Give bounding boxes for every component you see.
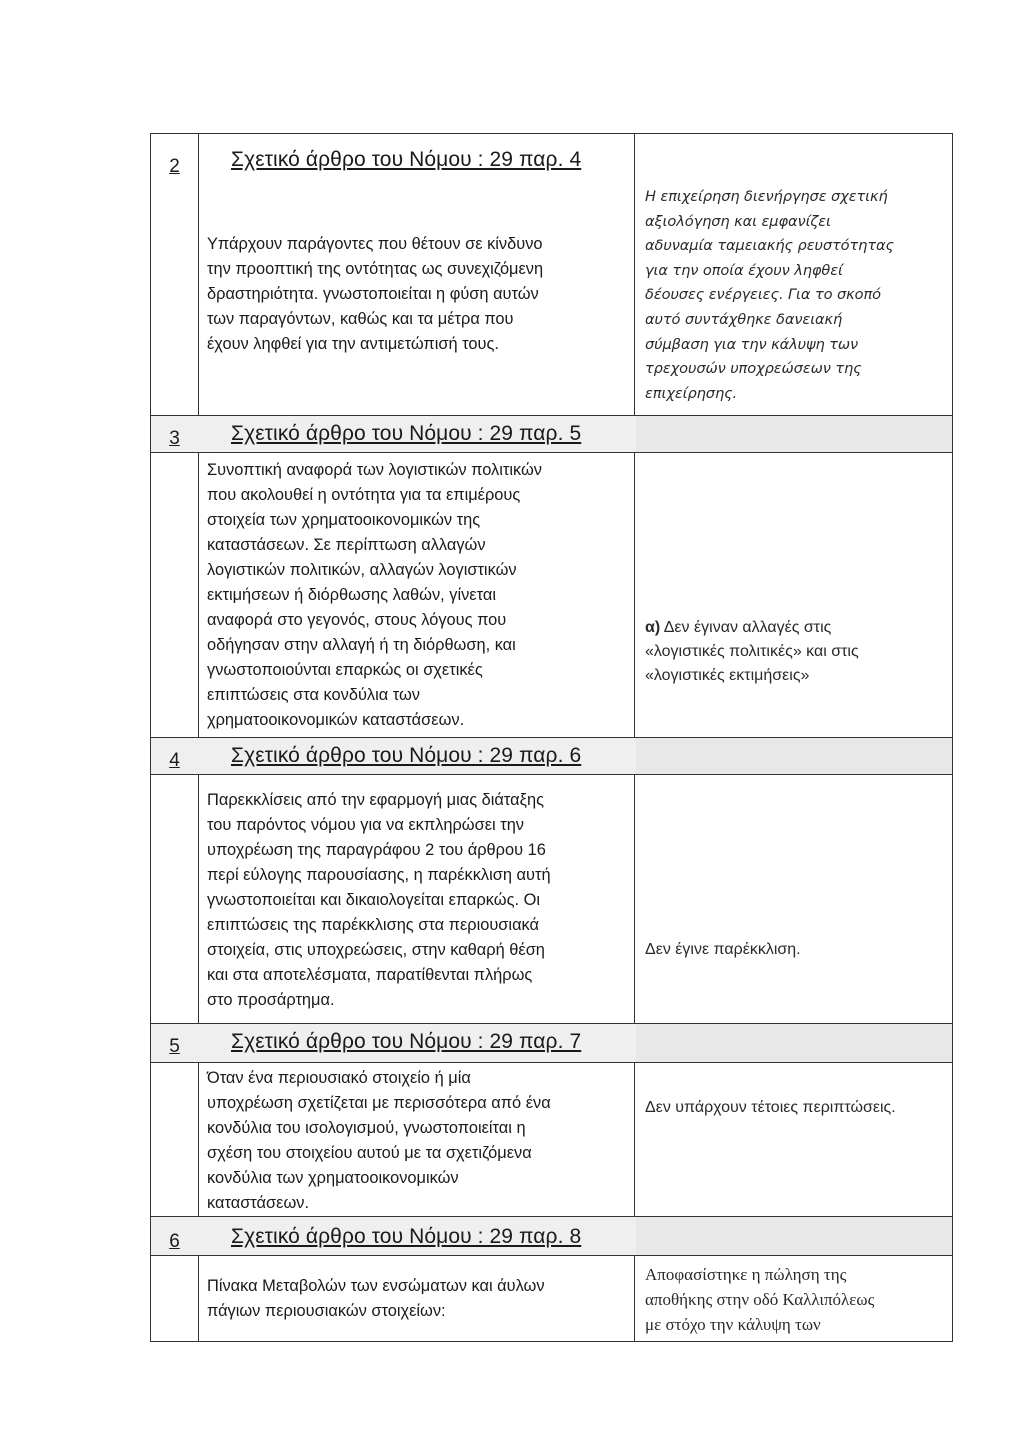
section-body: Υπάρχουν παράγοντες που θέτουν σε κίνδυνο την προοπτική της οντότητας ως συνεχιζόμενη δραστηριότητα. γνωστοποιείται η φύση αυτών των παραγόντων, καθώς και τα μέτρα που έχουν ληφθεί για την αντιμετώπισή τους. bbox=[207, 235, 544, 353]
section-title: Σχετικό άρθρο του Νόμου : 29 παρ. 7 bbox=[231, 1030, 582, 1053]
response-text: Δεν έγιναν αλλαγές στις «λογιστικές πολιτικές» και στις «λογιστικές εκτιμήσεις» bbox=[645, 619, 859, 684]
section-header bbox=[151, 1216, 952, 1256]
section-response: Αποφασίστηκε η πώληση της αποθήκης στην οδό Καλλιπόλεως με στόχο την κάλυψη των bbox=[645, 1265, 875, 1334]
section-number: 4 bbox=[169, 750, 180, 771]
section-response: Δεν υπάρχουν τέτοιες περιπτώσεις. bbox=[645, 1099, 896, 1116]
section-header bbox=[151, 134, 952, 182]
section-number: 3 bbox=[169, 428, 180, 449]
section-response bbox=[645, 616, 950, 688]
section-body: Όταν ένα περιουσιακό στοιχείο ή μία υποχρέωση σχετίζεται με περισσότερα από ένα κονδύλια του ισολογισμού, γνωστοποιείται η σχέση του στοιχείου αυτού με τα σχετιζόμενα κονδύλια των χρηματοοικονομικών καταστάσεων. bbox=[207, 1069, 551, 1212]
section-title: Σχετικό άρθρο του Νόμου : 29 παρ. 4 bbox=[231, 148, 582, 171]
section-title: Σχετικό άρθρο του Νόμου : 29 παρ. 6 bbox=[231, 744, 582, 767]
section-number: 6 bbox=[169, 1231, 180, 1252]
section-body: Παρεκκλίσεις από την εφαρμογή μιας διάταξης του παρόντος νόμου για να εκπληρώσει την υποχρέωση της παραγράφου 2 του άρθρου 16 περί εύλογης παρουσίασης, η παρέκκλιση αυτή γνωστοποιείται και δικαιολογείται επαρκώς. Οι επιπτώσεις της παρέκκλισης στα περιουσιακά στοιχεία, στις υποχρεώσεις, στην καθαρή θέση και στα αποτελέσματα, παρατίθενται πλήρως στο προσάρτημα. bbox=[207, 791, 551, 1009]
section-body: Συνοπτική αναφορά των λογιστικών πολιτικών που ακολουθεί η οντότητα για τα επιμέρους στοιχεία των χρηματοοικονομικών της καταστάσεων. Σε περίπτωση αλλαγών λογιστικών πολιτικών, αλλαγών λογιστικών εκτιμήσεων ή διόρθωσης λαθών, γίνεται αναφορά στο γεγονός, στους λόγους που οδήγησαν στην αλλαγή ή τη διόρθωση, και γνωστοποιούνται επαρκώς οι σχετικές επιπτώσεις στα κονδύλια των χρηματοοικονομικών καταστάσεων. bbox=[207, 461, 542, 729]
section-body: Πίνακα Μεταβολών των ενσώματων και άυλων πάγιων περιουσιακών στοιχείων: bbox=[207, 1277, 545, 1320]
table-bottom-border bbox=[150, 1341, 953, 1342]
section-number: 2 bbox=[169, 156, 180, 177]
section-title: Σχετικό άρθρο του Νόμου : 29 παρ. 8 bbox=[231, 1225, 582, 1248]
notes-table bbox=[150, 133, 953, 1341]
section-response: Δεν έγινε παρέκκλιση. bbox=[645, 941, 801, 958]
section-header bbox=[151, 415, 952, 453]
section-header bbox=[151, 1023, 952, 1063]
section-header bbox=[151, 737, 952, 775]
response-prefix: α) bbox=[645, 619, 661, 636]
section-number: 5 bbox=[169, 1036, 180, 1057]
section-title: Σχετικό άρθρο του Νόμου : 29 παρ. 5 bbox=[231, 422, 582, 445]
section-response: Η επιχείρηση διενήργησε σχετική αξιολόγηση και εμφανίζει αδυναμία ταμειακής ρευστότητας για την οποία έχουν ληφθεί δέουσες ενέργειες. Για το σκοπό αυτό συντάχθηκε δανειακή σύμβαση για την κάλυψη των τρεχουσών υποχρεώσεων της επιχείρησης. bbox=[645, 188, 895, 402]
